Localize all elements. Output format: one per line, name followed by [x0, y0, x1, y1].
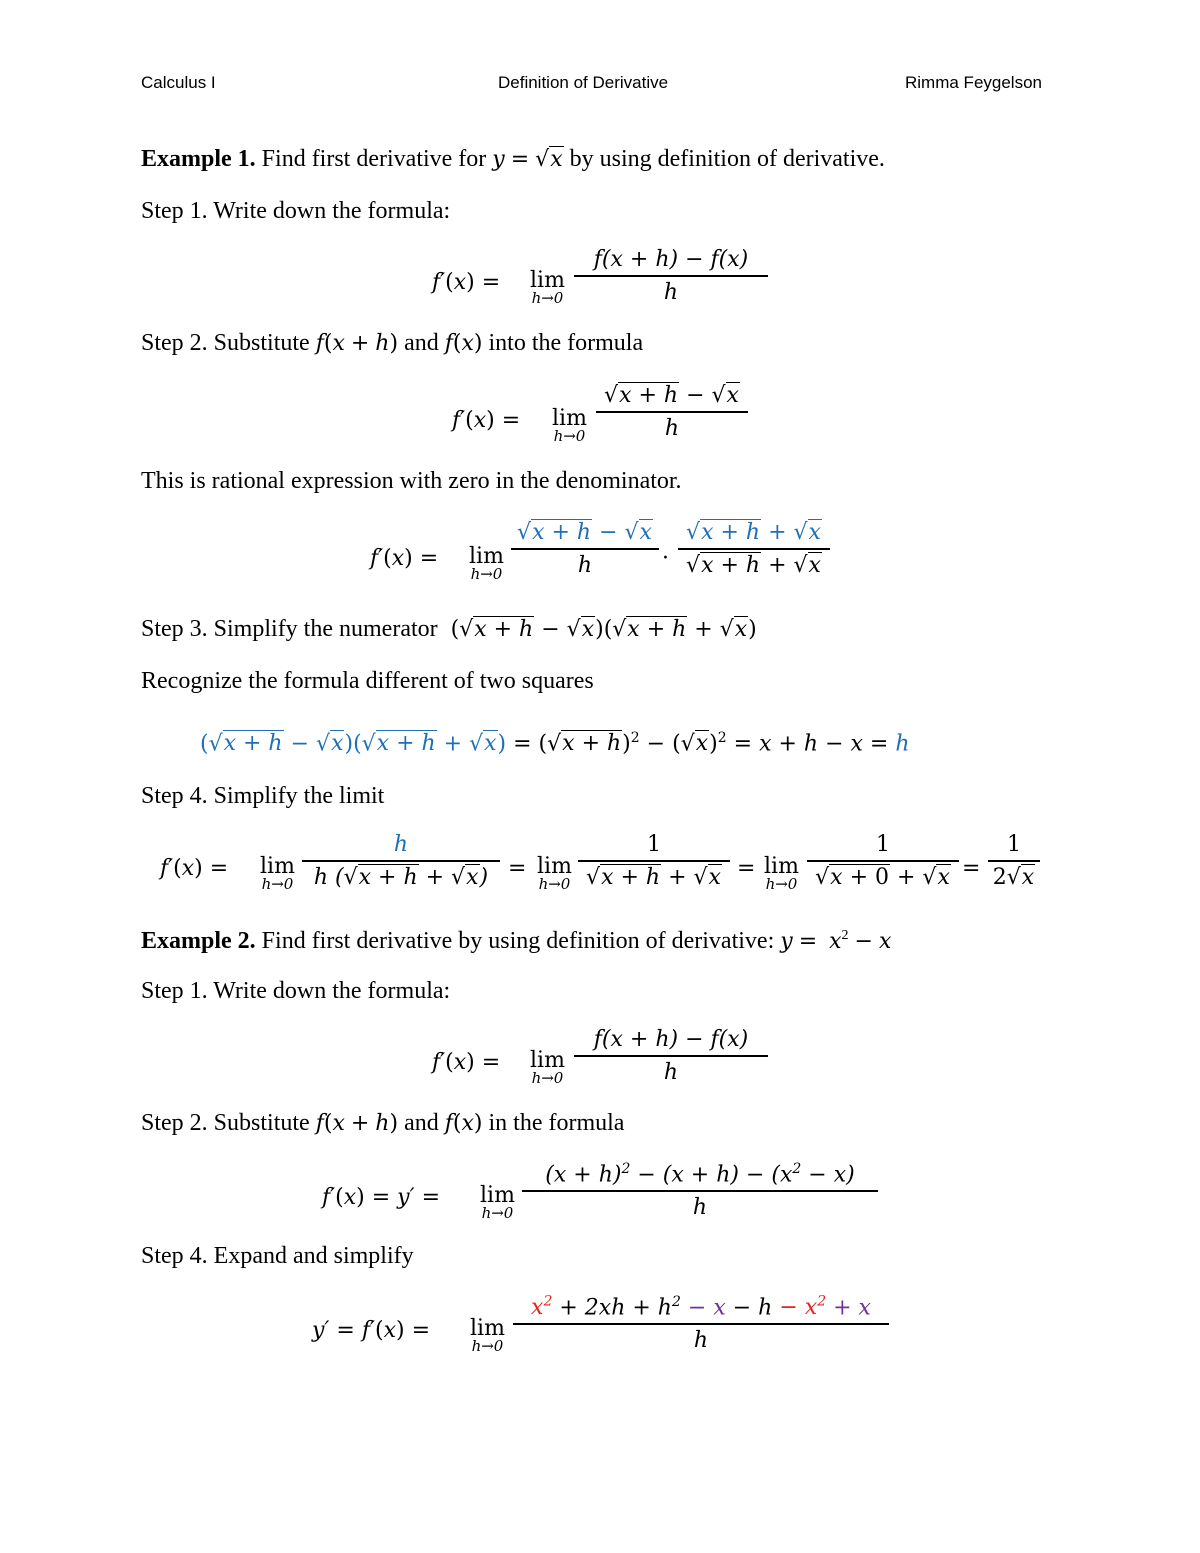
eq7-lim: lim h→0: [480, 1183, 515, 1222]
eq5-fraction-3: $\frac{1}{√x + 0 + √x}$: [807, 832, 959, 890]
example2-title: Example 2.: [141, 928, 256, 954]
eq5-fraction-4: $\frac{1}{2√x}$: [988, 832, 1040, 890]
eq5-lim-3: lim h→0: [764, 854, 799, 893]
eq6-fraction: $\frac{f(x + h) - f(x)}{h}$: [574, 1027, 768, 1085]
eq3-fraction-1: $\frac{√x + h - √x}{h}$: [511, 520, 659, 578]
header-author: Rimma Feygelson: [905, 73, 1042, 92]
eq2-lim: lim h→0: [552, 406, 587, 445]
eq2-fraction: $\frac{√x + h - √x}{h}$: [596, 383, 748, 441]
eq3-lim: lim h→0: [469, 544, 504, 583]
eq5-fraction-1: $\frac{h}{h (√x + h + √x)}$: [302, 832, 500, 890]
example1-title: Example 1.: [141, 146, 256, 172]
eq1-numerator: f(x + h) − f(x): [574, 247, 768, 277]
eq1-lim: lim h→0: [530, 268, 565, 307]
example1-intro-text: Find first derivative for: [261, 146, 487, 172]
example1-intro: Example 1. Find first derivative for y = √x by using definition of derivative.: [141, 146, 885, 172]
example2-step4: Step 4. Expand and simplify: [141, 1243, 414, 1269]
eq8-lim: lim h→0: [470, 1316, 505, 1355]
eq5-fraction-2: $\frac{1}{√x + h + √x}$: [578, 832, 730, 890]
eq3-lhs: f′(x) =: [370, 546, 439, 571]
header-course: Calculus I: [141, 73, 216, 92]
rational-note: This is rational expression with zero in the denominator.: [141, 468, 682, 494]
eq5-lim-1: lim h→0: [260, 854, 295, 893]
example1-step1: Step 1. Write down the formula:: [141, 198, 451, 224]
recognize-note: Recognize the formula different of two squares: [141, 668, 594, 694]
eq7-lhs: f′(x) = y′ =: [322, 1185, 441, 1210]
eq3-fraction-2: $\frac{√x + h + √x}{√x + h + √x}$: [678, 520, 830, 578]
eq2-lhs: f′(x) =: [452, 408, 521, 433]
eq1-lhs: f′(x) =: [432, 270, 501, 295]
eq1-denominator: h: [663, 280, 679, 305]
header-topic: Definition of Derivative: [498, 73, 669, 92]
example2-step2: Step 2. Substitute f(x + h) and f(x) in the formula: [141, 1110, 625, 1136]
example2-intro: Example 2. Find first derivative by using definition of derivative: $y = x^2 - x$: [141, 928, 892, 954]
eq6-lim: lim h→0: [530, 1048, 565, 1087]
example1-intro-tail: by using definition of derivative.: [569, 146, 885, 172]
example2-step1: Step 1. Write down the formula:: [141, 978, 451, 1004]
example1-step2: Step 2. Substitute f(x + h) and f(x) into the formula: [141, 330, 644, 356]
eq1-fraction: [574, 247, 768, 305]
eq4-squares: $(√x + h - √x)(√x + h + √x) = (√x + h)^2 - (√x)^2 = x + h - x = h$: [200, 730, 910, 757]
example1-step4: Step 4. Simplify the limit: [141, 783, 385, 809]
example1-step3: Step 3. Simplify the numerator (√x + h − √x)(√x + h + √x): [141, 616, 757, 642]
eq8-lhs: y′ = f′(x) =: [312, 1318, 431, 1343]
eq8-fraction: $\frac{x^2 + 2xh + h^2 - x - h - x^2 + x}{h}$: [513, 1294, 889, 1353]
eq5-lhs: f′(x) =: [160, 856, 229, 881]
eq7-fraction: $\frac{(x + h)^2 - (x + h) - (x^2 - x)}{h}$: [522, 1161, 878, 1220]
eq5-lim-2: lim h→0: [537, 854, 572, 893]
eq6-lhs: f′(x) =: [432, 1050, 501, 1075]
